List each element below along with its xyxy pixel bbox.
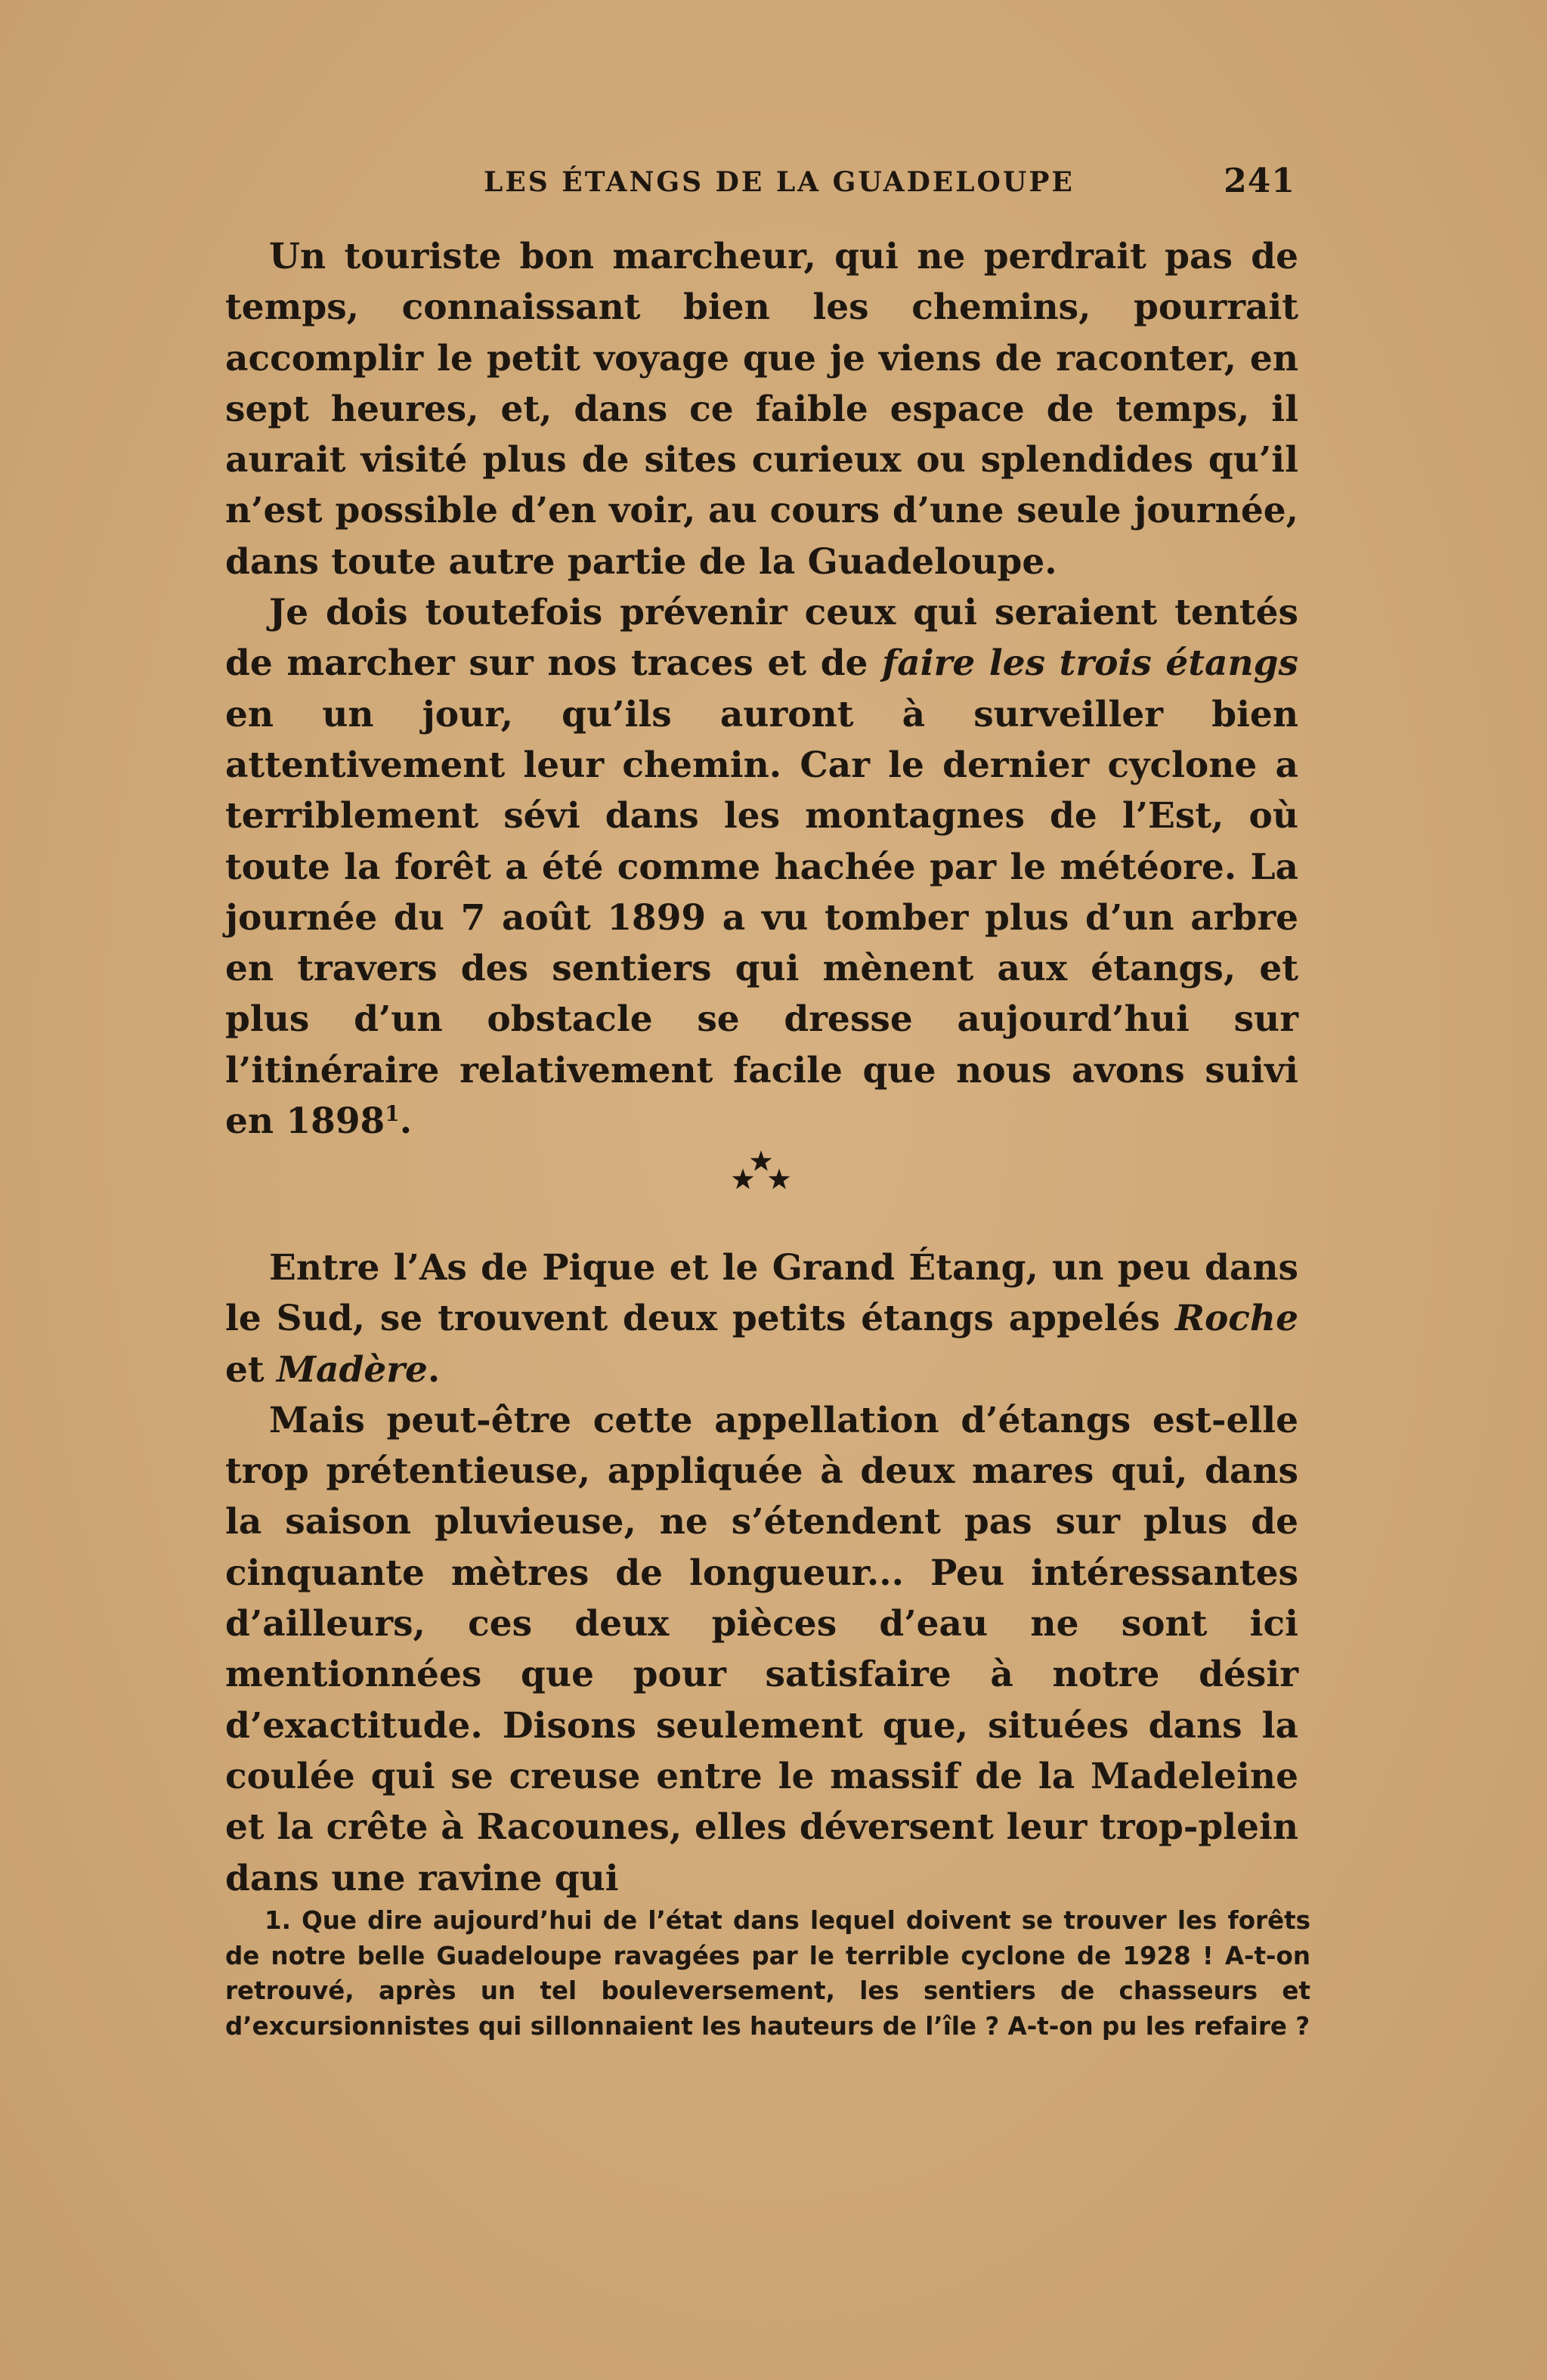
section-two xyxy=(225,1243,1298,1904)
paragraph-3 xyxy=(225,1243,1298,1395)
paragraph-2-end: . xyxy=(399,1100,413,1143)
paragraph-3-italic-roche: Roche xyxy=(1174,1298,1298,1340)
footnote-reference: 1 xyxy=(385,1101,400,1127)
footnote: 1. Que dire aujourd’hui de l’état dans lequel doivent se trouver les forêts de notre belle Guadeloupe ravagées par le terrible cyclone de 1928 ! A-t-on retrouvé, après un tel bouleversement, les sentiers de chasseurs et d’excursionnistes qui sillonnaient les hauteurs de l’île ? A-t-on pu les refaire ? xyxy=(225,1906,1310,2041)
paragraph-3-text-b: et xyxy=(225,1348,277,1391)
section-one xyxy=(225,231,1298,1147)
paragraph-3-end: . xyxy=(427,1348,441,1391)
paragraph-2-text-a: Je dois toutefois prévenir ceux qui seraient tentés de marcher sur nos traces et de xyxy=(225,592,1298,685)
running-title: LES ÉTANGS DE LA GUADELOUPE xyxy=(484,166,1075,198)
paragraph-3-italic-madere: Madère xyxy=(276,1348,428,1391)
paragraph-4: Mais peut-être cette appellation d’étangs est-elle trop prétentieuse, appliquée à deux mares qui, dans la saison pluvieuse, ne s’étendent pas sur plus de cinquante mètres de longueur... Peu intéressantes d’ailleurs, ces deux pièces d’eau ne sont ici mentionnées que pour satisfaire à notre désir d’exactitude. Disons seulement que, situées dans la coulée qui se creuse entre le massif de la Madeleine et la crête à Racounes, elles déversent leur trop-plein dans une ravine qui xyxy=(225,1399,1298,1899)
page-header xyxy=(227,162,1300,207)
paragraph-2-italic: faire les trois étangs xyxy=(882,642,1298,685)
asterism-icon xyxy=(729,1147,794,1194)
paragraph-2 xyxy=(225,587,1298,1147)
paragraph-3-text-a: Entre l’As de Pique et le Grand Étang, un peu dans le Sud, se trouvent deux petits étangs appelés xyxy=(225,1247,1298,1340)
paragraph-1: Un touriste bon marcheur, qui ne perdrait pas de temps, connaissant bien les chemins, pourrait accomplir le petit voyage que je viens de raconter, en sept heures, et, dans ce faible espace de temps, il aurait visité plus de sites curieux ou splendides qu’il n’est possible d’en voir, au cours d’une seule journée, dans toute autre partie de la Guadeloupe. xyxy=(225,236,1298,583)
page-number: 241 xyxy=(1224,162,1295,200)
paragraph-2-text-b: en un jour, qu’ils auront à surveiller bien attentivement leur chemin. Car le dernier cyclone a terriblement sévi dans les montagnes de l’Est, où toute la forêt a été comme hachée par le météore. La journée du 7 août 1899 a vu tomber plus d’un arbre en travers des sentiers qui mènent aux étangs, et plus d’un obstacle se dresse aujourd’hui sur l’itinéraire relativement facile que nous avons suivi en 1898 xyxy=(225,693,1298,1143)
